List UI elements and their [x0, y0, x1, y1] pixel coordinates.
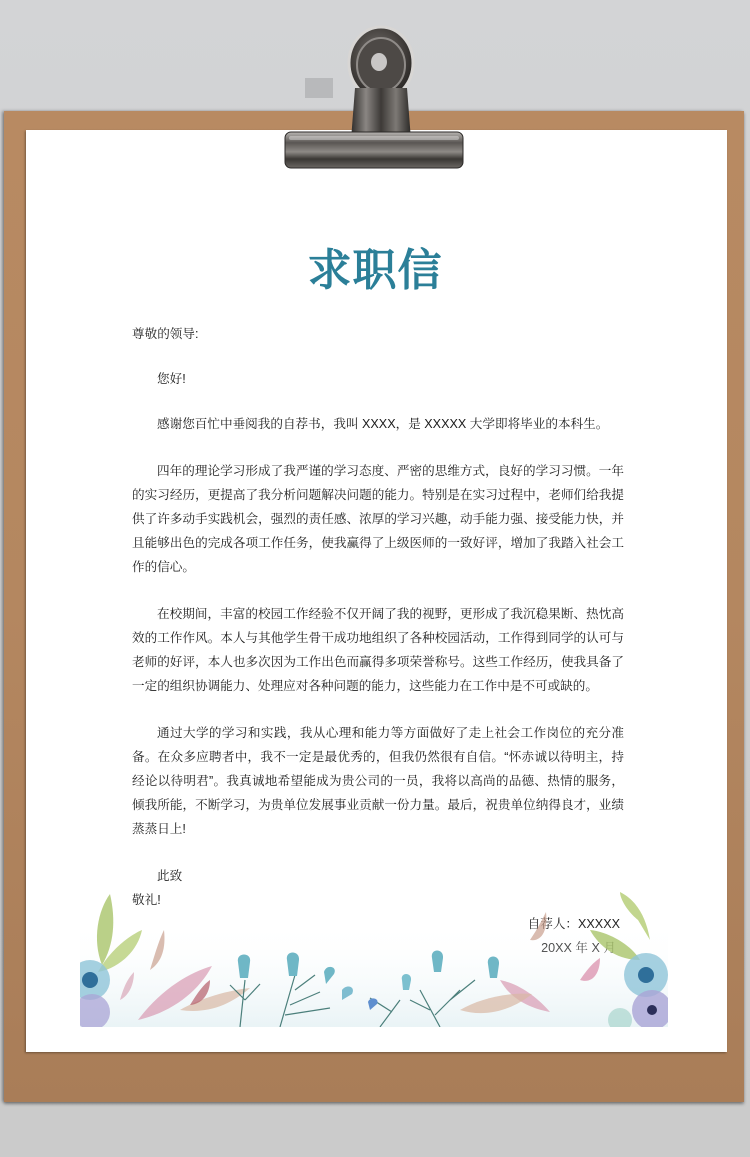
letter-body: [132, 322, 624, 960]
paragraph-study: 四年的理论学习形成了我严谨的学习态度、严密的思维方式，良好的学习习惯。一年的实习经历，更提高了我分析问题解决问题的能力。特别是在实习过程中，老师们给我提供了许多动手实践机会，强烈的责任感、浓厚的学习兴趣，动手能力强、接受能力快，并且能够出色的完成各项工作任务，使我赢得了上级医师的一致好评，增加了我踏入社会工作的信心。: [132, 464, 624, 574]
salutation: 尊敬的领导:: [132, 327, 199, 341]
greeting: 您好!: [157, 372, 186, 386]
binder-clip-icon: [283, 20, 465, 170]
paragraph-closing: 通过大学的学习和实践，我从心理和能力等方面做好了走上社会工作岗位的充分准备。在众多应聘者中，我不一定是最优秀的，但我仍然很有自信。“怀赤诚以待明主，持经论以待明君”。我真诚地希望能成为贵公司的一员，我将以高尚的品德、热情的服务，倾我所能，不断学习，为贵单位发展事业贡献一份力量。最后，祝贵单位纳得良才，业绩蒸蒸日上!: [132, 726, 624, 836]
closing-line-2: 敬礼!: [132, 893, 161, 907]
watercolor-flowers-icon: [80, 880, 668, 1027]
paragraph-campus: 在校期间，丰富的校园工作经验不仅开阔了我的视野，更形成了我沉稳果断、热忱高效的工作作风。本人与其他学生骨干成功地组织了各种校园活动，工作得到同学的认可与老师的好评，本人也多次因为工作出色而赢得多项荣誉称号。这些工作经历，使我具备了一定的组织协调能力、处理应对各种问题的能力，这些能力在工作中是不可或缺的。: [132, 607, 624, 693]
paragraph-intro: 感谢您百忙中垂阅我的自荐书，我叫 XXXX，是 XXXXX 大学即将毕业的本科生。: [157, 417, 609, 431]
page-title: 求职信: [307, 245, 443, 296]
closing-line-1: 此致: [157, 869, 183, 883]
